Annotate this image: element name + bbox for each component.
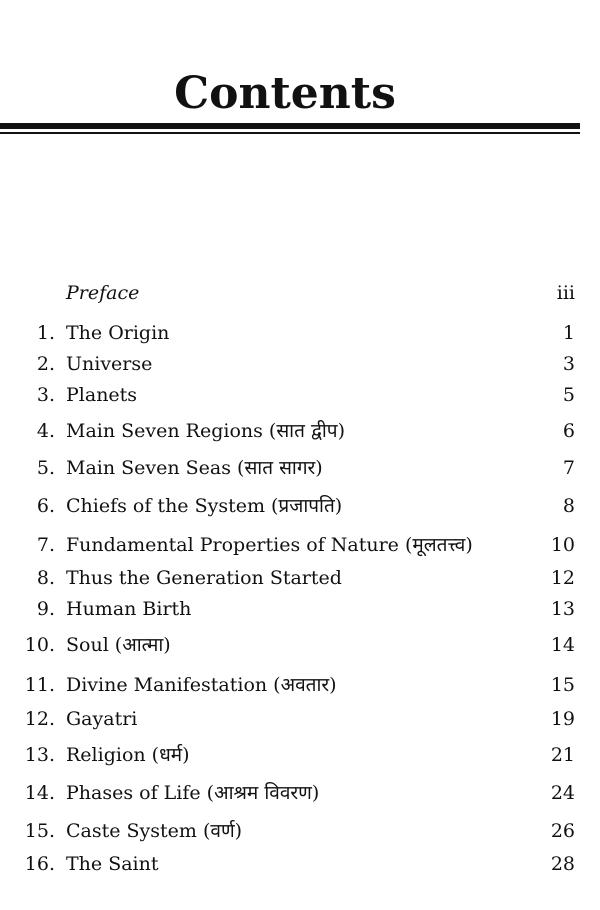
toc-entry[interactable]	[0, 349, 600, 379]
toc-entry-number: 3.	[36, 384, 55, 406]
toc-entry-page: 10	[550, 534, 575, 556]
toc-entry-title: The Saint	[66, 853, 159, 875]
toc-entry-page: 24	[550, 782, 575, 804]
toc-entry[interactable]	[0, 530, 600, 560]
toc-entry-page: 5	[562, 384, 575, 406]
toc-entry[interactable]	[0, 318, 600, 348]
toc-entry-title: Caste System (वर्ण)	[66, 820, 243, 842]
toc-entry[interactable]	[0, 740, 600, 770]
toc-entry-number: 9.	[36, 598, 55, 620]
toc-entry-title: Thus the Generation Started	[66, 567, 342, 589]
toc-entry-title: Chiefs of the System (प्रजापति)	[66, 495, 343, 517]
toc-entry-title: Universe	[66, 353, 153, 375]
toc-entry-number: 16.	[24, 853, 55, 875]
toc-entry-page: iii	[556, 282, 575, 304]
toc-entry-preface[interactable]	[0, 278, 600, 308]
toc-entry-number: 13.	[24, 744, 55, 766]
toc-entry-number: 4.	[36, 420, 55, 442]
toc-entry[interactable]	[0, 563, 600, 593]
toc-entry-number: 5.	[36, 457, 55, 479]
toc-entry[interactable]	[0, 491, 600, 521]
toc-entry-page: 8	[562, 495, 575, 517]
toc-entry-title: Gayatri	[66, 708, 138, 730]
toc-entry[interactable]	[0, 380, 600, 410]
toc-entry-number: 12.	[24, 708, 55, 730]
toc-entry[interactable]	[0, 816, 600, 846]
toc-entry-title: Main Seven Regions (सात द्वीप)	[66, 420, 346, 442]
toc-entry-title: Phases of Life (आश्रम विवरण)	[66, 782, 320, 804]
toc-entry-title: Planets	[66, 384, 138, 406]
toc-entry-page: 14	[550, 634, 575, 656]
toc-entry-page: 15	[550, 674, 575, 696]
toc-entry-page: 7	[562, 457, 575, 479]
toc-entry-title: Religion (धर्म)	[66, 744, 190, 766]
toc-entry-number: 11.	[24, 674, 55, 696]
toc-entry[interactable]	[0, 704, 600, 734]
toc-entry-number: 8.	[36, 567, 55, 589]
toc-entry-page: 28	[550, 853, 575, 875]
toc-entry[interactable]	[0, 778, 600, 808]
toc-entry-number: 1.	[36, 322, 55, 344]
toc-entry-page: 12	[550, 567, 575, 589]
toc-entry-number: 6.	[36, 495, 55, 517]
toc-entry-number: 15.	[24, 820, 55, 842]
toc-entry[interactable]	[0, 849, 600, 879]
toc-entry-title: Main Seven Seas (सात सागर)	[66, 457, 323, 479]
toc-entry[interactable]	[0, 416, 600, 446]
toc-entry-page: 21	[550, 744, 575, 766]
toc-entry-page: 3	[562, 353, 575, 375]
toc-entry-page: 1	[562, 322, 575, 344]
toc-entry-title: The Origin	[66, 322, 170, 344]
toc-entry-page: 19	[550, 708, 575, 730]
toc-entry-number: 10.	[24, 634, 55, 656]
toc-entry-number: 7.	[36, 534, 55, 556]
toc-entry[interactable]	[0, 453, 600, 483]
toc-entry-page: 6	[562, 420, 575, 442]
toc-entry[interactable]	[0, 594, 600, 624]
toc-entry-title: Fundamental Properties of Nature (मूलतत्त्व)	[66, 534, 473, 556]
toc-entry-title: Human Birth	[66, 598, 192, 620]
toc-entry-title: Preface	[66, 282, 140, 304]
toc-entry-page: 13	[550, 598, 575, 620]
toc-entry[interactable]	[0, 670, 600, 700]
toc-entry-page: 26	[550, 820, 575, 842]
toc-entry-title: Divine Manifestation (अवतार)	[66, 674, 337, 696]
toc-entry-number: 2.	[36, 353, 55, 375]
toc-entry[interactable]	[0, 630, 600, 660]
toc-entry-number: 14.	[24, 782, 55, 804]
toc-entry-title: Soul (आत्मा)	[66, 634, 171, 656]
page-title: Contents	[174, 68, 396, 119]
